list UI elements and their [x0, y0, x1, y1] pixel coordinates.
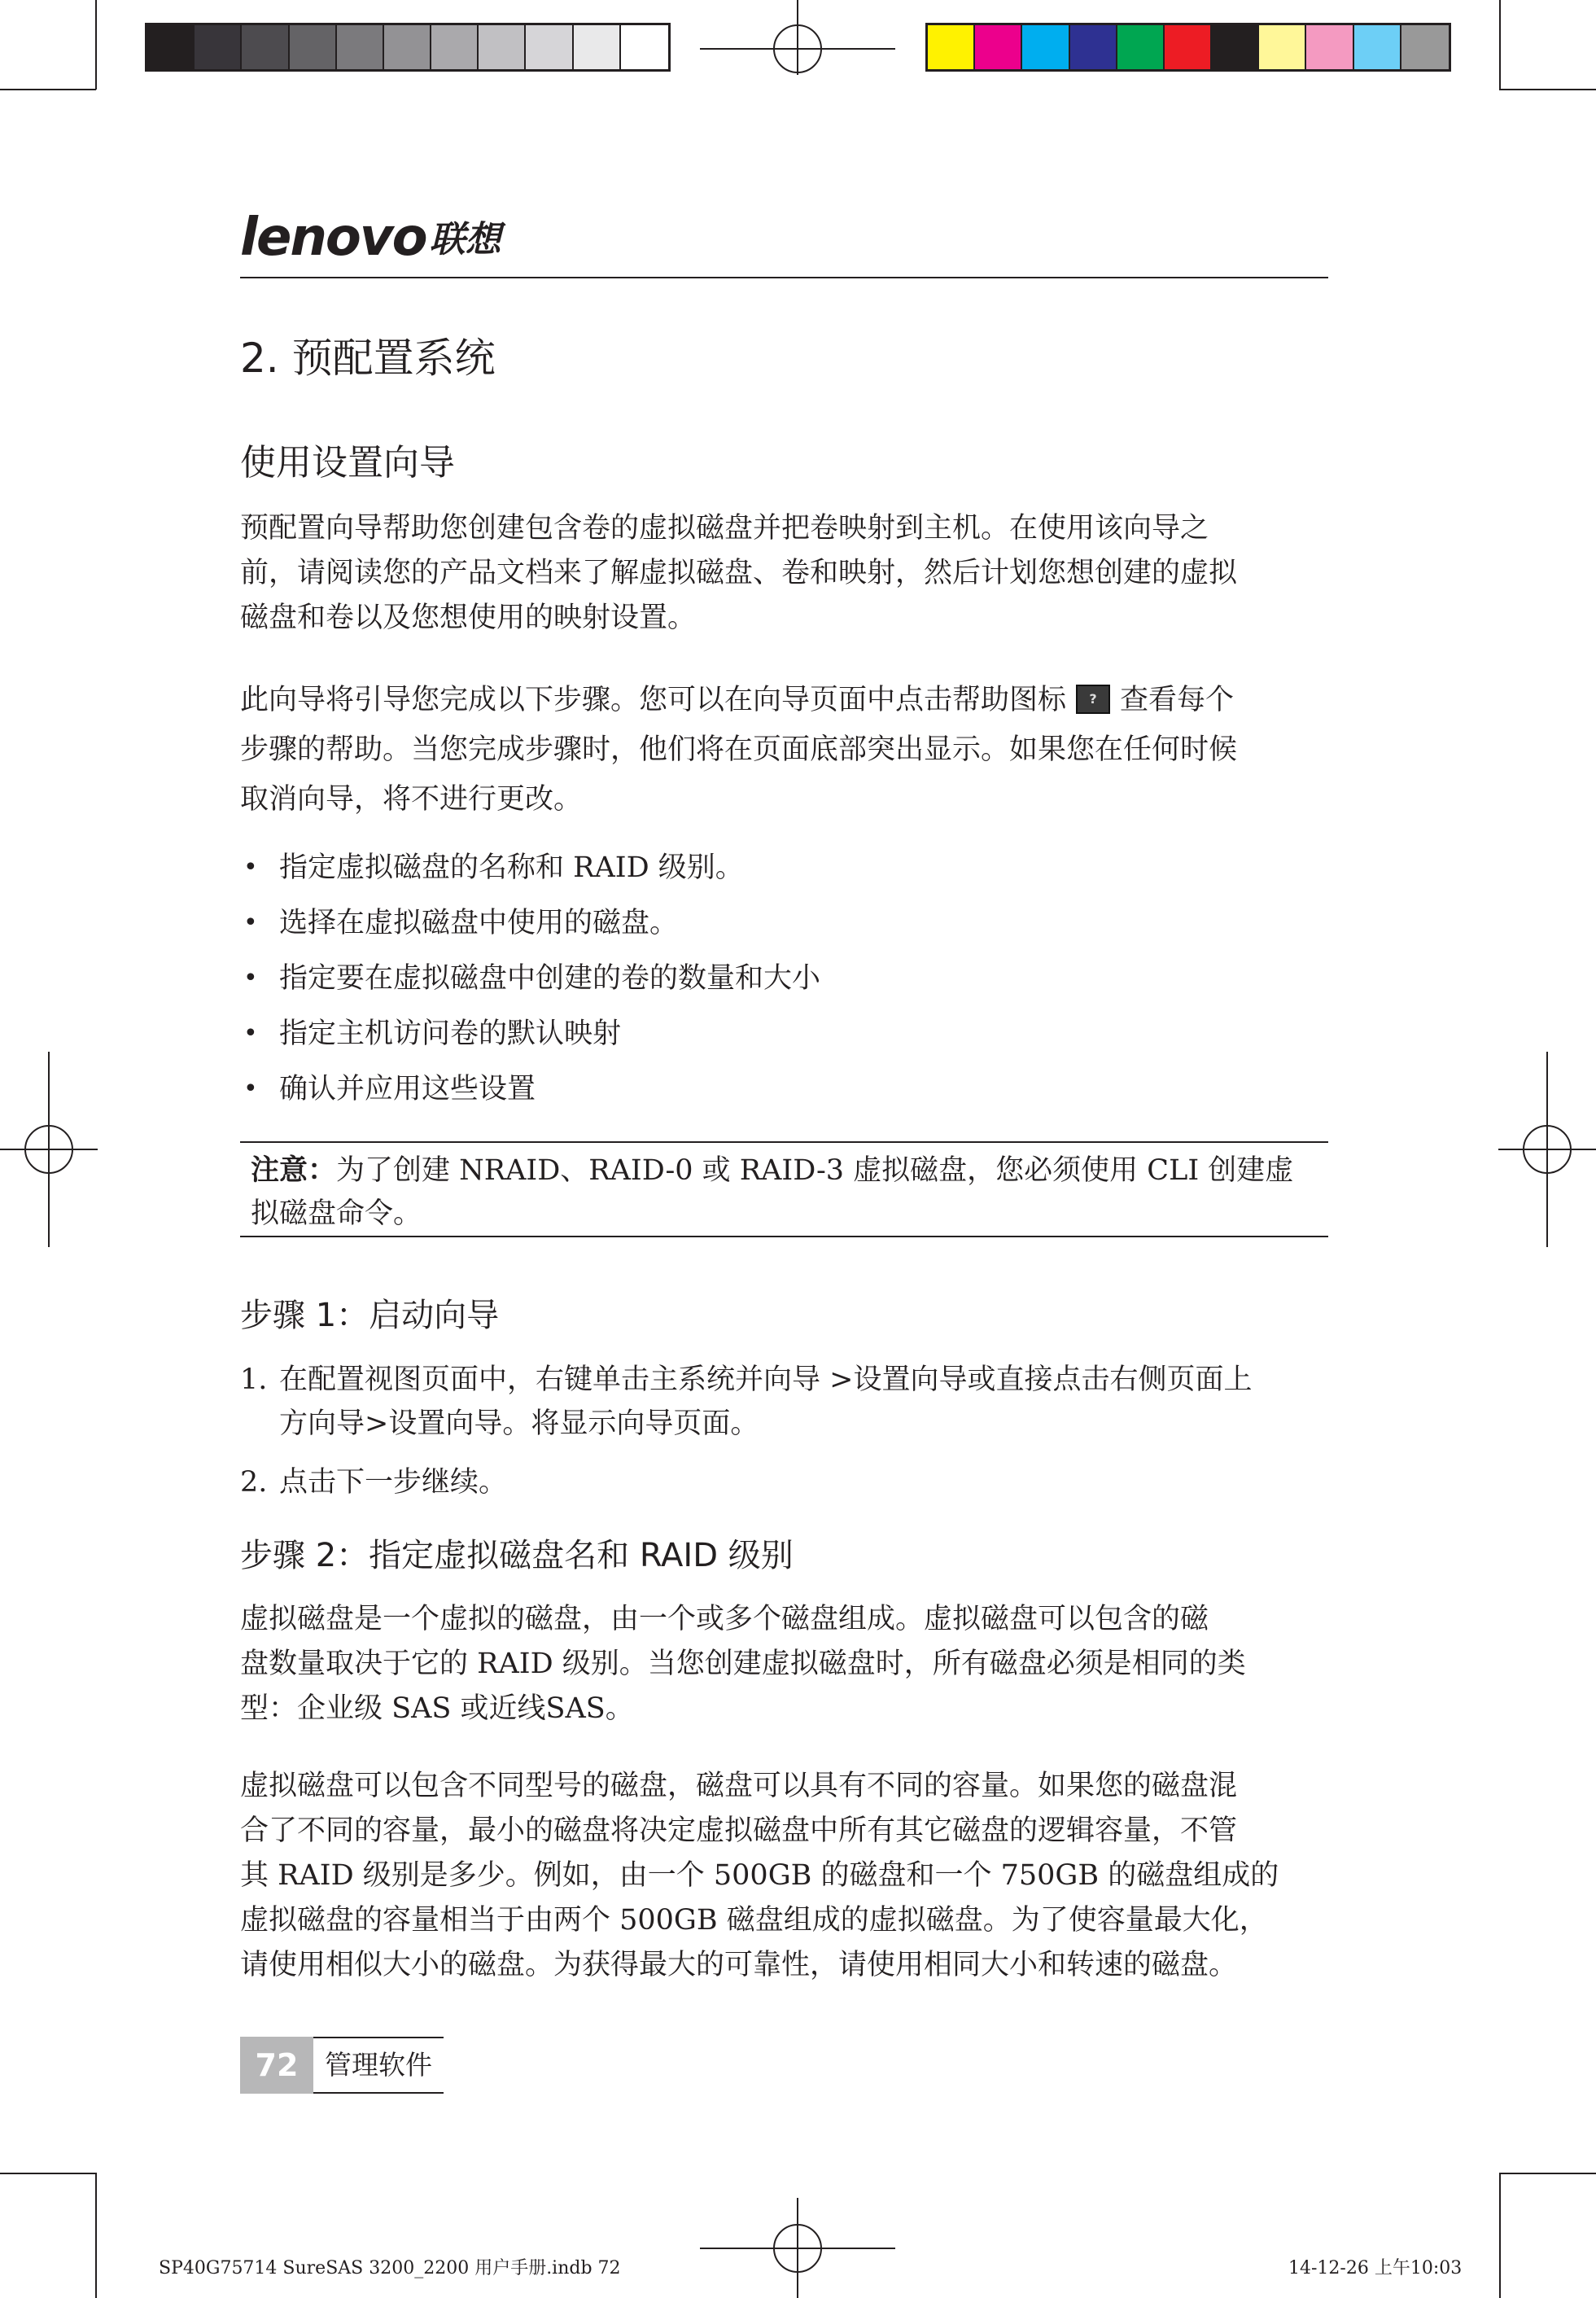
list-item — [240, 895, 1331, 951]
color-swatch — [337, 25, 384, 69]
page-number: 72 — [240, 2037, 313, 2094]
paragraph-line: 型：企业级 SAS 或近线SAS。 — [240, 1692, 634, 1725]
color-swatch — [1022, 25, 1069, 69]
bullet-icon: • — [243, 853, 258, 882]
list-item-text: 方向导>设置向导。将显示向导页面。 — [279, 1407, 759, 1440]
list-item — [240, 840, 1331, 895]
color-swatch — [1306, 25, 1353, 69]
color-swatch — [928, 25, 975, 69]
color-swatch — [1354, 25, 1401, 69]
color-swatch — [621, 25, 668, 69]
color-swatch — [195, 25, 242, 69]
step1-list — [240, 1358, 1331, 1504]
color-swatch — [147, 25, 195, 69]
intro-paragraph — [240, 506, 1331, 641]
paragraph-line: 请使用相似大小的磁盘。为获得最大的可靠性，请使用相同大小和转速的磁盘。 — [240, 1949, 1238, 1981]
list-item — [240, 1006, 1331, 1061]
list-item-number: 1. — [240, 1363, 268, 1396]
note-line — [251, 1149, 1320, 1193]
help-line: 取消向导，将不进行更改。 — [240, 783, 583, 816]
bullet-icon: • — [243, 908, 258, 937]
wizard-steps-list — [240, 840, 1331, 1117]
list-item-text: 指定主机访问卷的默认映射 — [279, 1018, 622, 1050]
note-box — [240, 1141, 1328, 1237]
help-icon — [1076, 685, 1110, 714]
color-swatch — [1401, 25, 1449, 69]
intro-line: 磁盘和卷以及您想使用的映射设置。 — [240, 602, 697, 634]
color-swatch — [431, 25, 479, 69]
list-item — [240, 951, 1331, 1006]
list-item-text: 确认并应用这些设置 — [279, 1073, 536, 1105]
logo-chinese-text: 联想 — [429, 219, 501, 260]
step2-paragraph-2 — [240, 1764, 1331, 1988]
lenovo-logo — [240, 208, 501, 268]
list-item-number: 2. — [240, 1466, 268, 1499]
paragraph-line: 盘数量取决于它的 RAID 级别。当您创建虚拟磁盘时，所有磁盘必须是相同的类 — [240, 1648, 1246, 1680]
paragraph-line: 合了不同的容量，最小的磁盘将决定虚拟磁盘中所有其它磁盘的逻辑容量，不管 — [240, 1814, 1238, 1847]
color-swatch — [242, 25, 289, 69]
paragraph-line: 虚拟磁盘可以包含不同型号的磁盘，磁盘可以具有不同的容量。如果您的磁盘混 — [240, 1770, 1238, 1802]
list-item-text: 在配置视图页面中，右键单击主系统并向导 >设置向导或直接点击右侧页面上 — [279, 1363, 1253, 1396]
color-swatch — [1165, 25, 1212, 69]
slug-filename: SP40G75714 SureSAS 3200_2200 用户手册.indb 72 — [159, 2258, 621, 2278]
step2-paragraph-1 — [240, 1597, 1331, 1731]
color-swatch — [1070, 25, 1117, 69]
list-item-text: 指定虚拟磁盘的名称和 RAID 级别。 — [279, 851, 744, 884]
help-icon-glyph: ? — [1089, 691, 1097, 707]
color-swatch — [574, 25, 621, 69]
color-swatch — [1212, 25, 1259, 69]
help-line-text: 查看每个 — [1120, 684, 1235, 716]
process-color-bar — [925, 23, 1451, 72]
color-swatch — [290, 25, 337, 69]
page-footer — [240, 2037, 444, 2094]
color-swatch — [384, 25, 431, 69]
note-text: 为了创建 NRAID、RAID-0 或 RAID-3 虚拟磁盘，您必须使用 CLI 创建虚 — [336, 1154, 1294, 1187]
list-item — [240, 1358, 1331, 1446]
grayscale-color-bar — [145, 23, 671, 72]
list-item-text: 点击下一步继续。 — [279, 1466, 508, 1499]
section-heading-step1: 步骤 1：启动向导 — [240, 1297, 500, 1334]
section-heading-step2: 步骤 2：指定虚拟磁盘名和 RAID 级别 — [240, 1537, 794, 1574]
color-swatch — [479, 25, 526, 69]
list-item-text: 指定要在虚拟磁盘中创建的卷的数量和大小 — [279, 962, 821, 995]
paragraph-line: 其 RAID 级别是多少。例如，由一个 500GB 的磁盘和一个 750GB 的磁盘组成的 — [240, 1859, 1279, 1892]
color-swatch — [1117, 25, 1165, 69]
logo-latin-text: lenovo — [240, 208, 426, 268]
list-item-text: 选择在虚拟磁盘中使用的磁盘。 — [279, 907, 679, 939]
bullet-icon: • — [243, 1019, 258, 1048]
header-rule — [240, 277, 1328, 278]
section-heading-wizard: 使用设置向导 — [240, 442, 455, 484]
bullet-icon: • — [243, 1075, 258, 1103]
intro-line: 预配置向导帮助您创建包含卷的虚拟磁盘并把卷映射到主机。在使用该向导之 — [240, 512, 1209, 545]
help-paragraph — [240, 676, 1331, 825]
color-swatch — [1259, 25, 1306, 69]
intro-line: 前，请阅读您的产品文档来了解虚拟磁盘、卷和映射，然后计划您想创建的虚拟 — [240, 557, 1238, 589]
list-item — [240, 1061, 1331, 1117]
note-line: 拟磁盘命令。 — [251, 1197, 422, 1230]
note-label: 注意： — [251, 1154, 337, 1187]
page-title: 2. 预配置系统 — [240, 335, 496, 382]
footer-section-label: 管理软件 — [313, 2037, 444, 2094]
slug-datetime: 14-12-26 上午10:03 — [1288, 2258, 1463, 2278]
bullet-icon: • — [243, 964, 258, 992]
help-line — [240, 676, 1331, 725]
paragraph-line: 虚拟磁盘是一个虚拟的磁盘，由一个或多个磁盘组成。虚拟磁盘可以包含的磁 — [240, 1603, 1209, 1635]
list-item — [240, 1460, 1331, 1504]
color-swatch — [526, 25, 573, 69]
help-line: 步骤的帮助。当您完成步骤时，他们将在页面底部突出显示。如果您在任何时候 — [240, 733, 1238, 766]
color-swatch — [975, 25, 1022, 69]
help-line-text: 此向导将引导您完成以下步骤。您可以在向导页面中点击帮助图标 — [240, 684, 1067, 716]
paragraph-line: 虚拟磁盘的容量相当于由两个 500GB 磁盘组成的虚拟磁盘。为了使容量最大化， — [240, 1904, 1268, 1937]
